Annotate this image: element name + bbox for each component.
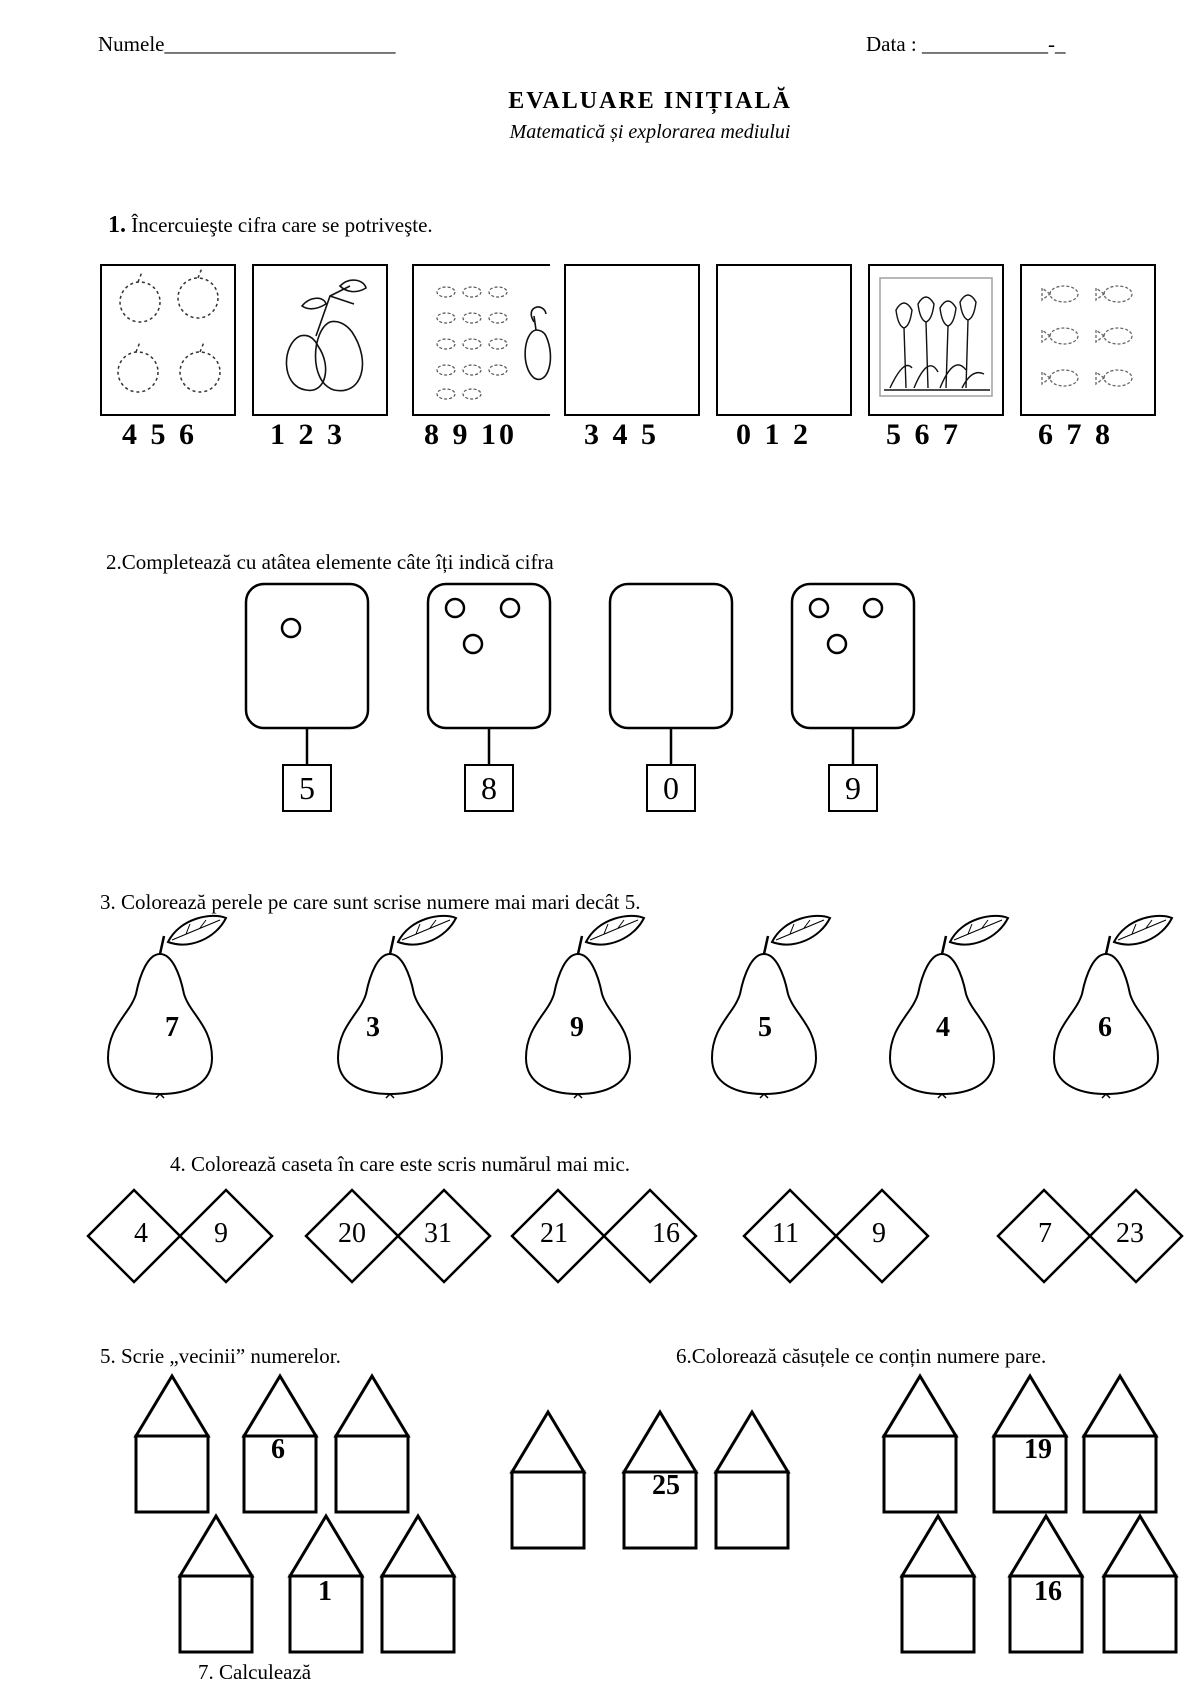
ex1-options-6: 5 6 7 xyxy=(886,418,961,451)
ex4-number: 21 xyxy=(540,1218,568,1249)
ex1-instruction: 1. Încercuieşte cifra care se potriveşte. xyxy=(108,212,433,238)
name-label: Numele______________________ xyxy=(98,32,396,56)
pear-number-5: 4 xyxy=(936,1012,950,1043)
ex2-number-3: 0 xyxy=(646,764,696,812)
ex4-number: 9 xyxy=(872,1218,886,1249)
house-number-1: 1 xyxy=(318,1576,332,1607)
ex4-number: 16 xyxy=(652,1218,680,1249)
house-number-25: 25 xyxy=(652,1470,680,1501)
ex1-options-3: 8 9 10 xyxy=(424,418,517,451)
pear-number-1: 7 xyxy=(165,1012,179,1043)
ex4-number: 11 xyxy=(772,1218,799,1249)
ex2-number-2: 8 xyxy=(464,764,514,812)
ex4-number: 4 xyxy=(134,1218,148,1249)
ex4-number: 9 xyxy=(214,1218,228,1249)
ex4-number: 7 xyxy=(1038,1218,1052,1249)
ex4-number: 20 xyxy=(338,1218,366,1249)
ex6-instruction: 6.Colorează căsuțele ce conțin numere pare. xyxy=(676,1344,1047,1368)
ex1-options-5: 0 1 2 xyxy=(736,418,811,451)
date-label: Data : ____________-_ xyxy=(866,32,1066,56)
house-number-6: 6 xyxy=(271,1434,285,1465)
ex4-number: 23 xyxy=(1116,1218,1144,1249)
ex2-number-4: 9 xyxy=(828,764,878,812)
ex1-options-4: 3 4 5 xyxy=(584,418,659,451)
pear-number-6: 6 xyxy=(1098,1012,1112,1043)
ex1-options-7: 6 7 8 xyxy=(1038,418,1113,451)
page-subtitle: Matematică și explorarea mediului xyxy=(509,121,791,143)
ex2-instruction: 2.Completează cu atâtea elemente câte îți indică cifra xyxy=(106,550,554,574)
house-number-16: 16 xyxy=(1034,1576,1062,1607)
ex7-instruction: 7. Calculează xyxy=(198,1660,312,1684)
ex4-number: 31 xyxy=(424,1218,452,1249)
ex1-options-1: 4 5 6 xyxy=(122,418,197,451)
pear-number-3: 9 xyxy=(570,1012,584,1043)
ex1-options-2: 1 2 3 xyxy=(270,418,345,451)
house-number-19: 19 xyxy=(1024,1434,1052,1465)
ex5-instruction: 5. Scrie „vecinii” numerelor. xyxy=(100,1344,341,1368)
ex3-instruction: 3. Colorează perele pe care sunt scrise numere mai mari decât 5. xyxy=(100,890,641,914)
pear-number-4: 5 xyxy=(758,1012,772,1043)
ex2-number-1: 5 xyxy=(282,764,332,812)
ex4-instruction: 4. Colorează caseta în care este scris numărul mai mic. xyxy=(170,1152,631,1176)
page-title: EVALUARE INIȚIALĂ xyxy=(508,88,792,114)
pear-number-2: 3 xyxy=(366,1012,380,1043)
